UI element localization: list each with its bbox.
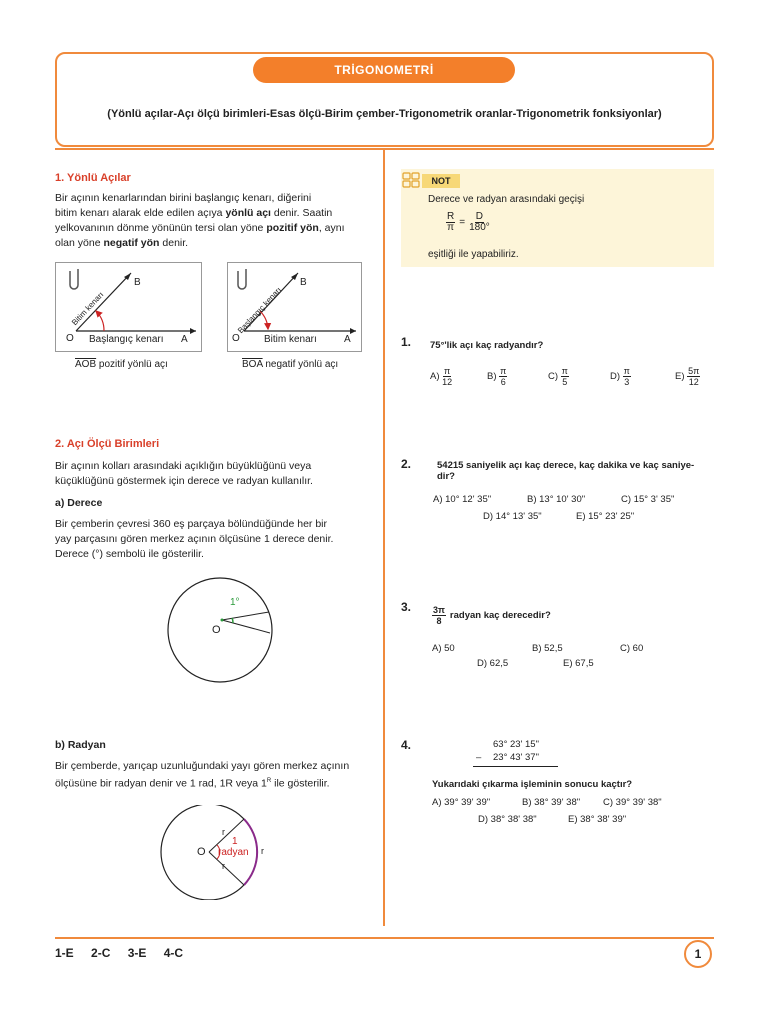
- point-o: O: [232, 333, 240, 344]
- divider-right: [385, 148, 714, 150]
- answer-1: 1-E: [55, 946, 74, 960]
- q1-option-b[interactable]: B) $\frac{\pi}{6}$: [487, 366, 507, 387]
- section1-text: Bir açının kenarlarından birini başlangıç kenarı, diğerini bitim kenarı alarak elde edilen açıya yönlü açı denir. Saatin yelkovanının dönme yönünün tersi olan yöne pozitif yön, aynı olan yöne negatif yön denir.: [55, 192, 345, 249]
- question-2-text: 54215 saniyelik açı kaç derece, kaç dakika ve kaç saniye- dir?: [437, 460, 695, 482]
- question-4-text: Yukarıdaki çıkarma işleminin sonucu kaçtır?: [432, 779, 633, 790]
- q4-option-b[interactable]: B) 38° 39' 38": [522, 797, 581, 808]
- radian-subtitle: b) Radyan: [55, 739, 106, 751]
- page-subtitle: (Yönlü açılar-Açı ölçü birimleri-Esas ölçü-Birim çember-Trigonometrik oranlar-Trigonometrik fonksiyonlar): [107, 108, 662, 120]
- answer-key: [55, 946, 197, 960]
- caption-negative: $\overline{BOA}$ negatif yönlü açı: [242, 359, 339, 370]
- q4-option-a[interactable]: A) 39° 39' 39": [432, 797, 491, 808]
- q2-option-e[interactable]: E) 15° 23' 25": [576, 511, 635, 522]
- q1-option-c[interactable]: C) $\frac{\pi}{5}$: [548, 366, 568, 387]
- q3-option-c[interactable]: C) 60: [620, 643, 644, 654]
- question-1-number: 1.: [401, 335, 412, 349]
- question-1-text: 75°'lik açı kaç radyandır?: [430, 340, 544, 351]
- q2-option-b[interactable]: B) 13° 10' 30": [527, 494, 586, 505]
- positive-angle-figure: [55, 262, 202, 352]
- footer-line: [55, 937, 714, 939]
- question-4-number: 4.: [401, 738, 412, 752]
- question-3-text: $\frac{3\pi}{8}$ radyan kaç derecedir?: [433, 605, 551, 626]
- point-a: A: [181, 334, 188, 345]
- answer-2: 2-C: [91, 946, 111, 960]
- question-2-number: 2.: [401, 457, 412, 471]
- start-side-label: Başlangıç kenarı: [236, 285, 284, 336]
- question-3-number: 3.: [401, 600, 412, 614]
- radian-one: 1: [232, 836, 238, 847]
- q4-operand-1: 63° 23' 15": [493, 739, 539, 750]
- q3-option-d[interactable]: D) 62,5: [477, 658, 509, 669]
- q4-option-c[interactable]: C) 39° 39' 38": [603, 797, 662, 808]
- note-line2: eşitliği ile yapabiliriz.: [428, 249, 519, 260]
- q4-operand-2: 23° 43' 37": [493, 752, 539, 763]
- section-title-angle-units: 2. Açı Ölçü Birimleri: [55, 438, 160, 450]
- center-o: O: [197, 846, 206, 858]
- note-tag: NOT: [422, 174, 460, 188]
- q4-option-e[interactable]: E) 38° 38' 39": [568, 814, 627, 825]
- question-1-options: [430, 362, 710, 386]
- q3-option-b[interactable]: B) 52,5: [532, 643, 563, 654]
- q2-option-a[interactable]: A) 10° 12' 35": [433, 494, 492, 505]
- degree-subtitle: a) Derece: [55, 497, 103, 509]
- radius-label-bottom: r: [222, 861, 225, 871]
- q3-option-e[interactable]: E) 67,5: [563, 658, 594, 669]
- radian-label: radyan: [218, 847, 249, 858]
- section-title-directed-angles: 1. Yönlü Açılar: [55, 172, 131, 184]
- point-o: O: [66, 333, 74, 344]
- arc-label: r: [261, 846, 264, 856]
- one-degree-label: 1°: [230, 597, 240, 608]
- radian-circle-diagram: [153, 805, 268, 900]
- point-b: B: [134, 277, 141, 288]
- note-icon: [402, 172, 420, 188]
- q2-option-c[interactable]: C) 15° 3' 35": [621, 494, 675, 505]
- center-o: O: [212, 624, 221, 636]
- start-side-label: Başlangıç kenarı: [89, 334, 164, 345]
- q3-option-a[interactable]: A) 50: [432, 643, 455, 654]
- caption-positive: $\overline{AOB}$ pozitif yönlü açı: [75, 359, 168, 370]
- q1-option-d[interactable]: D) $\frac{\pi}{3}$: [610, 366, 630, 387]
- degree-text: Bir çemberin çevresi 360 eş parçaya bölündüğünde her bir yay parçasını gören merkez açının ölçüsüne 1 derece denir. Derece (°) sembolü ile gösterilir.: [55, 518, 334, 560]
- q1-option-e[interactable]: E) $\frac{5\pi}{12}$: [675, 366, 700, 387]
- radius-label-top: r: [222, 827, 225, 837]
- divider-left: [55, 148, 383, 150]
- note-line1: Derece ve radyan arasındaki geçişi: [428, 194, 585, 205]
- page-number: 1: [684, 940, 712, 968]
- point-b: B: [300, 277, 307, 288]
- radian-text: Bir çemberde, yarıçap uzunluğundaki yayı gören merkez açının ölçüsüne bir radyan denir ve 1 rad, 1R veya $1^R$ ile gösterilir.: [55, 760, 350, 790]
- q4-option-d[interactable]: D) 38° 38' 38": [478, 814, 537, 825]
- point-a: A: [344, 334, 351, 345]
- section2-intro: Bir açının kolları arasındaki açıklığın büyüklüğünü veya küçüklüğünü göstermek için derece ve radyan kullanılır.: [55, 460, 313, 487]
- q4-minus-sign: –: [476, 752, 482, 763]
- answer-4: 4-C: [163, 946, 184, 960]
- answer-3: 3-E: [127, 946, 147, 960]
- q1-option-a[interactable]: A) $\frac{\pi}{12}$: [430, 366, 453, 387]
- end-side-label: Bitim kenarı: [264, 334, 317, 345]
- end-side-label: Bitim kenarı: [70, 290, 106, 328]
- column-divider: [383, 148, 385, 926]
- q4-result-line: [473, 766, 558, 767]
- negative-angle-figure: [227, 262, 362, 352]
- page-title: TRİGONOMETRİ: [253, 57, 515, 83]
- q2-option-d[interactable]: D) 14° 13' 35": [483, 511, 542, 522]
- note-formula: $\frac{R}{\pi}$ = $\frac{D}{180^\circ}$: [447, 211, 490, 233]
